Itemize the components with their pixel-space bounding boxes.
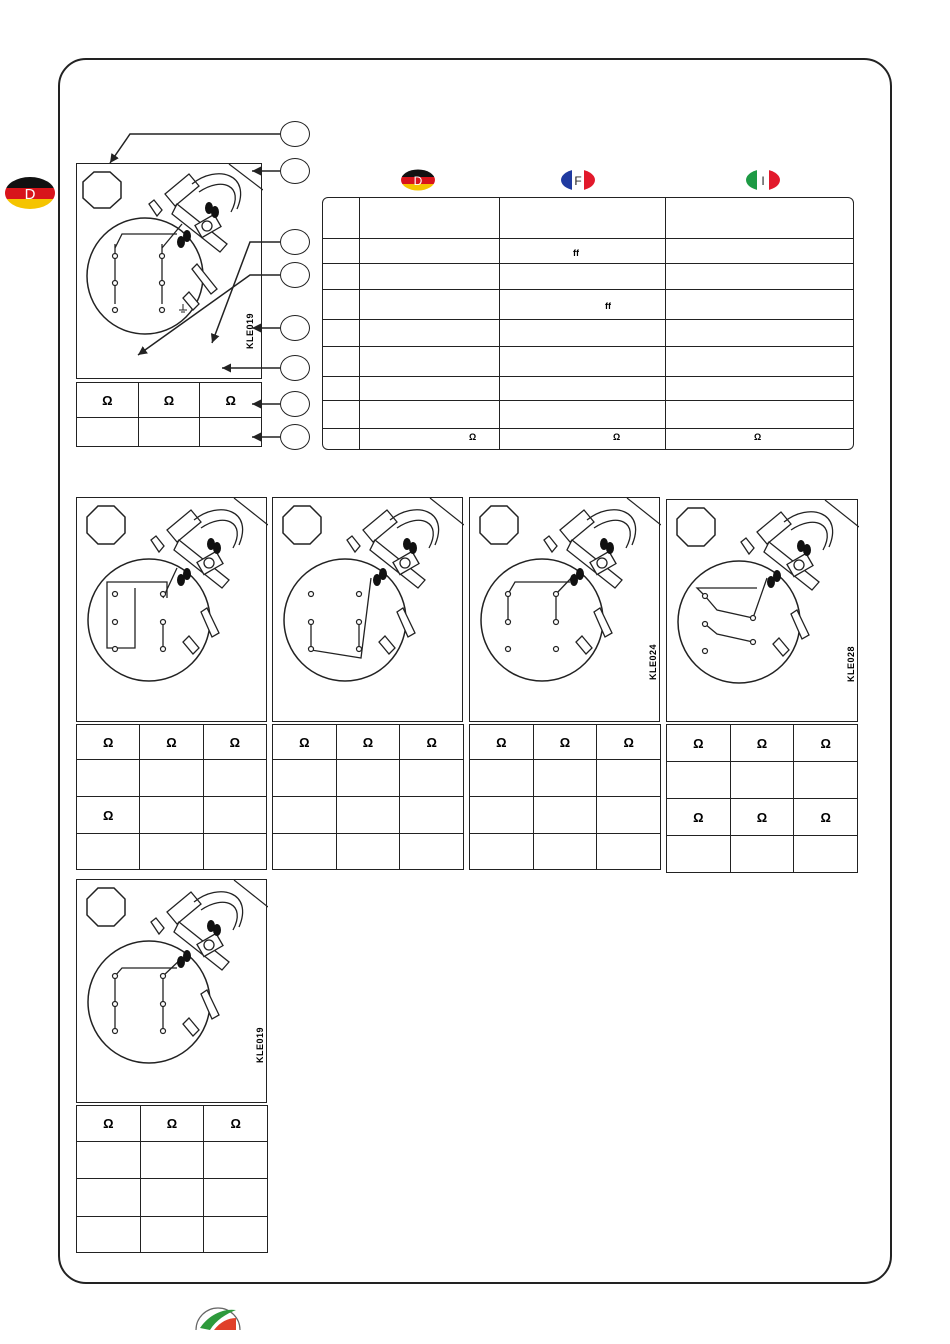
ohm-cell: Ω xyxy=(730,725,794,762)
variant-5-ohm-table xyxy=(76,1105,268,1253)
ohm-cell: Ω xyxy=(200,383,262,418)
value-cell xyxy=(336,834,400,870)
callout-marker xyxy=(280,121,310,147)
value-cell xyxy=(204,1142,268,1179)
main-diagram-code: KLE019 xyxy=(245,312,255,349)
ohm-cell: Ω xyxy=(204,1106,268,1142)
variant-diagram-4 xyxy=(666,499,858,722)
legend-cell: ff xyxy=(573,248,579,258)
ohm-cell: Ω xyxy=(77,797,140,834)
ohm-cell: Ω xyxy=(667,799,731,836)
value-cell xyxy=(140,797,203,834)
value-cell xyxy=(667,836,731,873)
value-cell xyxy=(794,762,858,799)
ohm-cell: Ω xyxy=(336,725,400,760)
side-flag-letter: D xyxy=(24,186,36,203)
callout-marker xyxy=(280,158,310,184)
value-cell xyxy=(203,797,266,834)
ohm-cell: Ω xyxy=(77,383,139,418)
variant-3-code: KLE024 xyxy=(648,643,658,680)
ohm-cell: Ω xyxy=(533,725,597,760)
ohm-cell: Ω xyxy=(140,1106,204,1142)
callout-marker xyxy=(280,424,310,450)
fr-flag xyxy=(560,169,596,191)
ohm-cell: Ω xyxy=(667,725,731,762)
variant-2-ohm-table xyxy=(272,724,464,870)
value-cell xyxy=(667,762,731,799)
legend-table xyxy=(322,197,854,450)
value-cell xyxy=(470,760,534,797)
variant-diagram-1 xyxy=(76,497,267,722)
brand-logo xyxy=(192,1290,244,1330)
value-cell xyxy=(77,834,140,870)
ohm-cell: Ω xyxy=(77,1106,141,1142)
value-cell xyxy=(273,760,337,797)
variant-diagram-3 xyxy=(469,497,660,722)
ohm-cell: Ω xyxy=(470,725,534,760)
value-cell xyxy=(77,760,140,797)
ohm-cell: Ω xyxy=(138,383,200,418)
value-cell xyxy=(400,760,464,797)
variant-5-code: KLE019 xyxy=(255,1026,265,1063)
ohm-cell: Ω xyxy=(273,725,337,760)
ohm-cell: Ω xyxy=(597,725,661,760)
variant-diagram-2 xyxy=(272,497,463,722)
value-cell xyxy=(470,797,534,834)
value-cell xyxy=(794,836,858,873)
callout-marker xyxy=(280,262,310,288)
callout-marker xyxy=(280,229,310,255)
callout-marker xyxy=(280,315,310,341)
de-flag xyxy=(400,169,436,191)
value-cell xyxy=(730,762,794,799)
value-cell xyxy=(273,797,337,834)
variant-4-ohm-table xyxy=(666,724,858,873)
value-cell xyxy=(204,1179,268,1217)
value-cell xyxy=(77,1179,141,1217)
value-cell xyxy=(140,760,203,797)
legend-cell: ff xyxy=(605,301,611,311)
variant-1-ohm-table xyxy=(76,724,267,870)
legend-ohm: Ω xyxy=(754,432,762,442)
ohm-cell: Ω xyxy=(400,725,464,760)
value-cell xyxy=(77,1217,141,1253)
value-cell xyxy=(203,834,266,870)
value-cell xyxy=(336,760,400,797)
variant-diagram-5 xyxy=(76,879,267,1103)
value-cell xyxy=(140,1179,204,1217)
value-cell xyxy=(140,1217,204,1253)
value-cell xyxy=(400,797,464,834)
callout-marker xyxy=(280,391,310,417)
value-cell xyxy=(203,760,266,797)
value-cell xyxy=(597,760,661,797)
flag-letter: I xyxy=(761,174,765,188)
flag-letter: D xyxy=(413,174,423,188)
callout-marker xyxy=(280,355,310,381)
ohm-cell: Ω xyxy=(77,725,140,760)
ohm-cell: Ω xyxy=(140,725,203,760)
flag-letter: F xyxy=(574,174,582,188)
value-cell xyxy=(597,797,661,834)
value-cell xyxy=(533,797,597,834)
value-cell xyxy=(336,797,400,834)
ohm-cell: Ω xyxy=(203,725,266,760)
value-cell xyxy=(533,760,597,797)
value-cell xyxy=(533,834,597,870)
variant-3-ohm-table xyxy=(469,724,661,870)
side-language-flag xyxy=(4,176,56,210)
value-cell xyxy=(140,834,203,870)
value-cell xyxy=(204,1217,268,1253)
value-cell xyxy=(77,1142,141,1179)
legend-ohm: Ω xyxy=(613,432,621,442)
value-cell xyxy=(597,834,661,870)
it-flag xyxy=(745,169,781,191)
value-cell xyxy=(140,1142,204,1179)
ohm-cell: Ω xyxy=(794,799,858,836)
ohm-cell: Ω xyxy=(730,799,794,836)
value-cell xyxy=(400,834,464,870)
variant-4-code: KLE028 xyxy=(846,645,856,682)
value-cell xyxy=(273,834,337,870)
value-cell xyxy=(470,834,534,870)
value-cell xyxy=(730,836,794,873)
legend-ohm: Ω xyxy=(469,432,477,442)
ohm-cell: Ω xyxy=(794,725,858,762)
